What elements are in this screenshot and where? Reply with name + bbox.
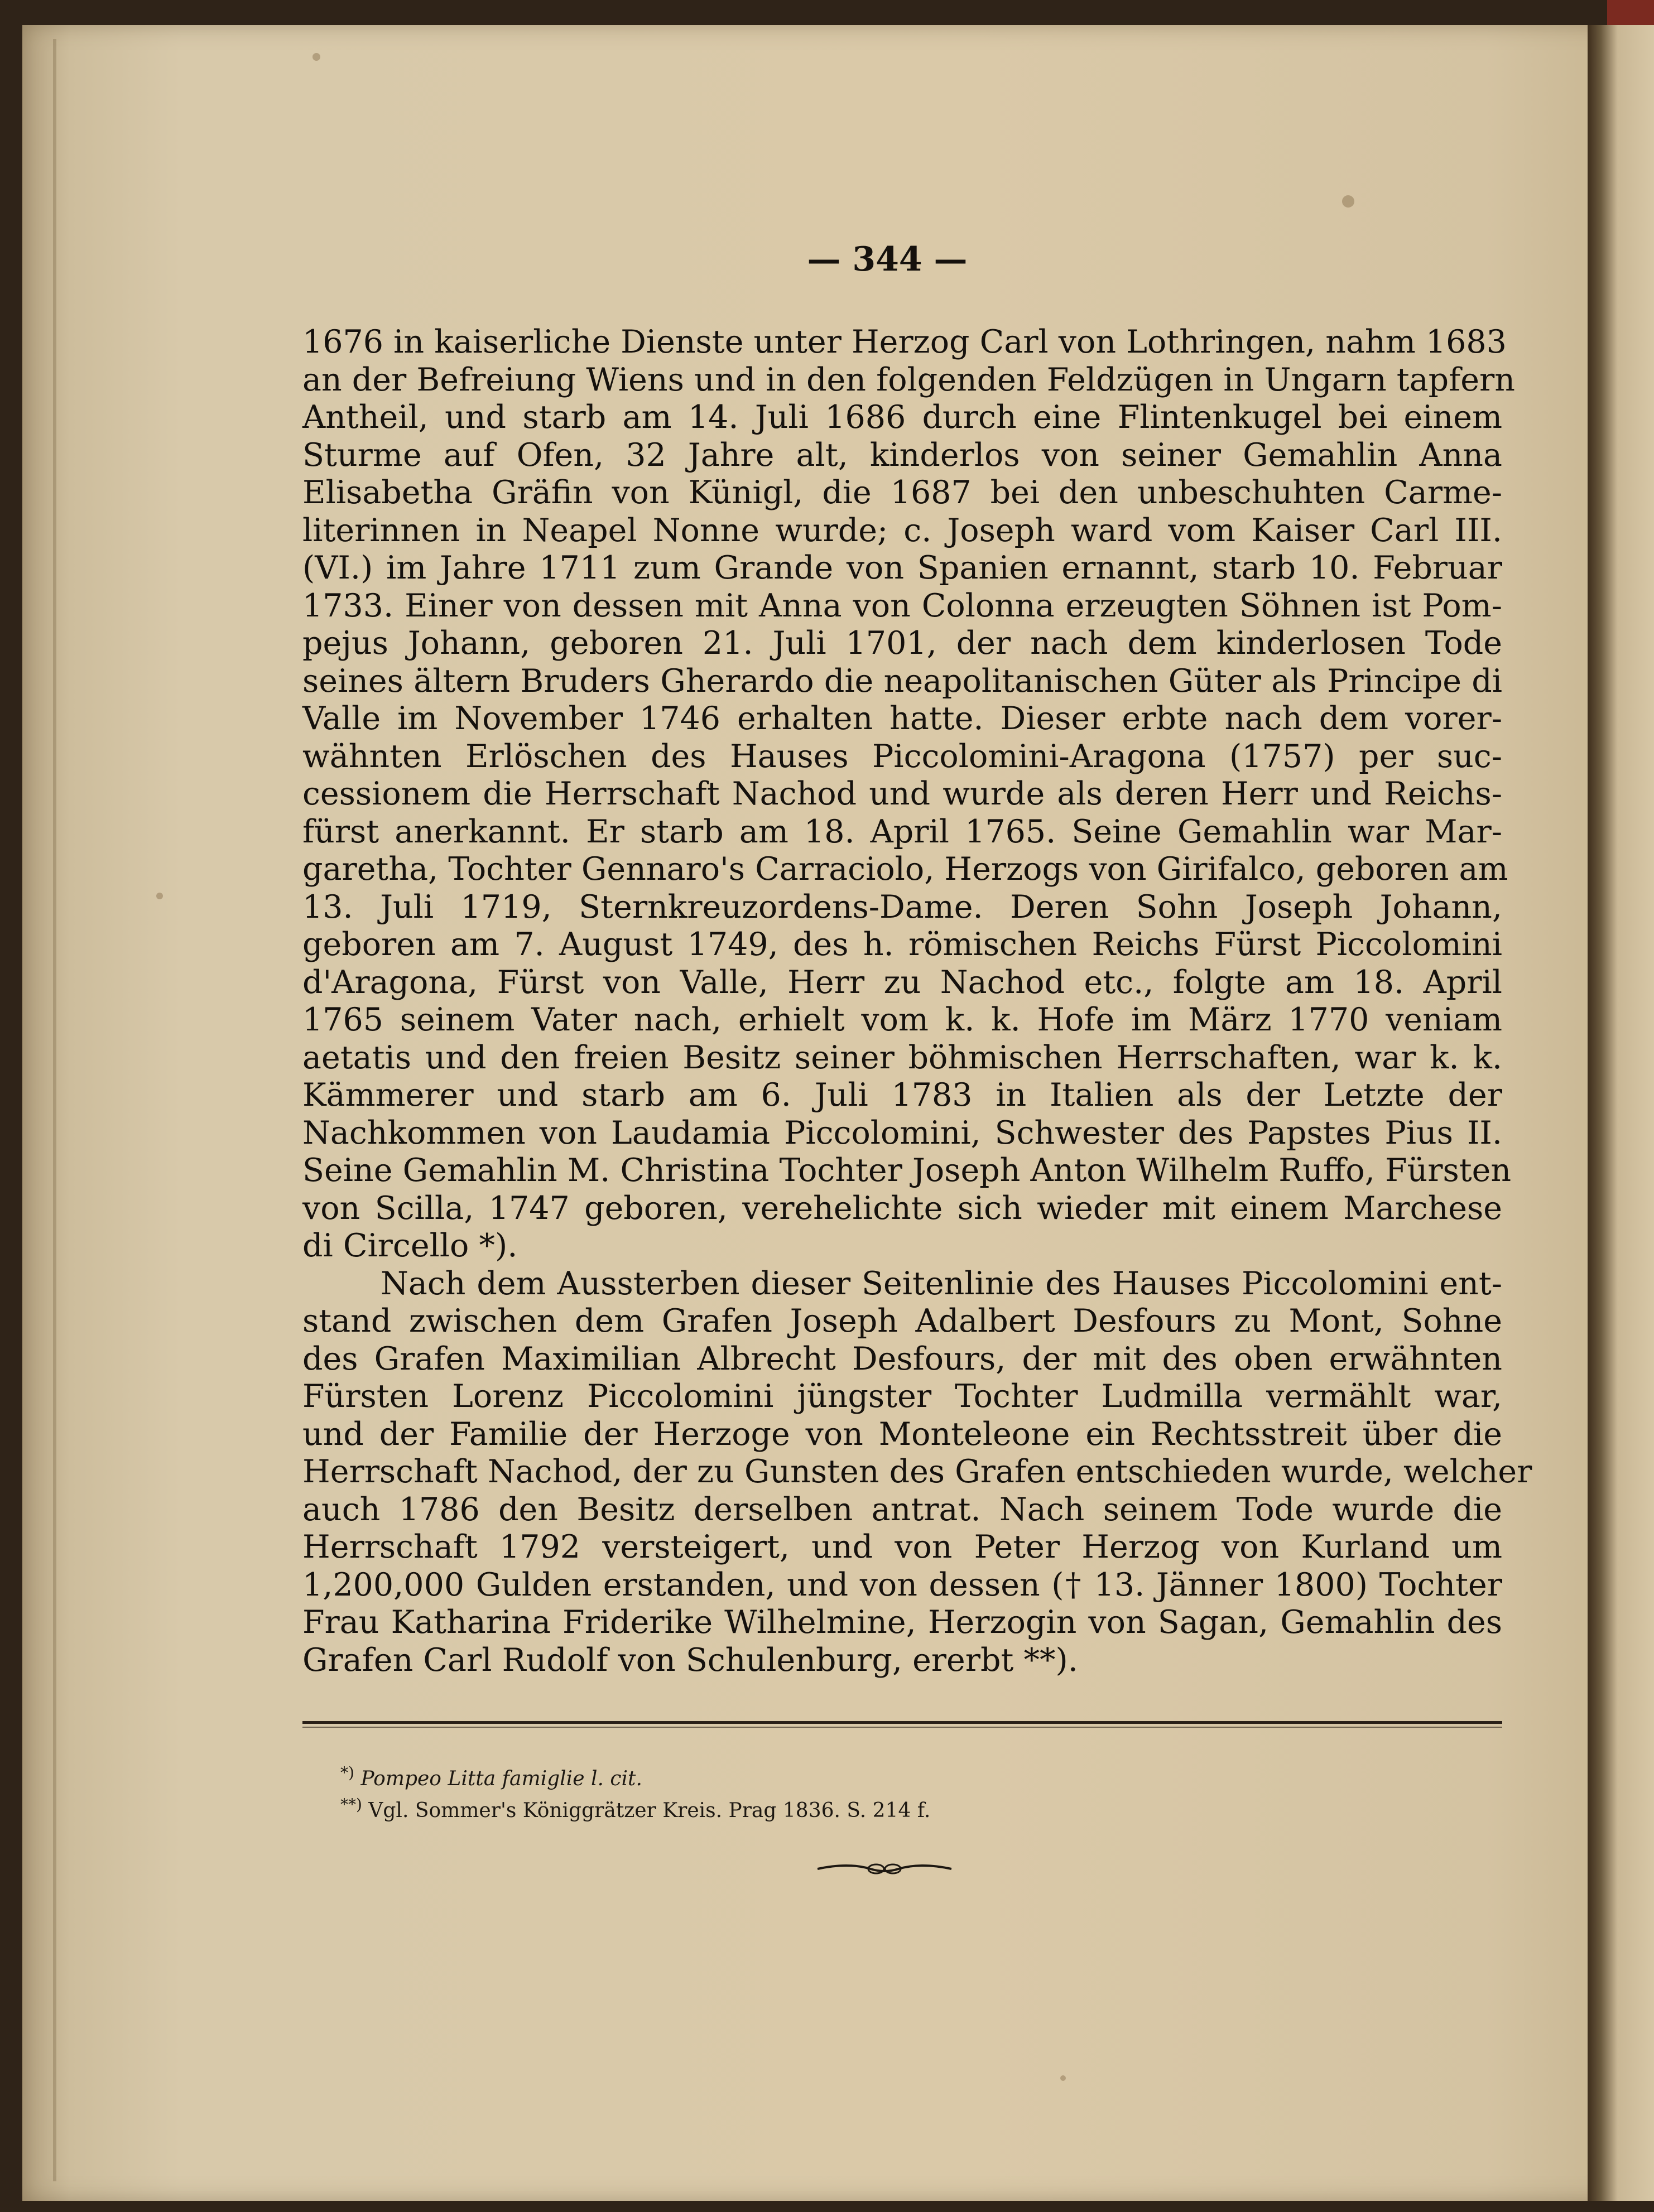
footnote-separator — [302, 1721, 1502, 1724]
text-line: Herrschaft Nachod, der zu Gunsten des Grafen entschieden wurde, welcher — [302, 1453, 1532, 1490]
text-line: Kämmerer und starb am 6. Juli 1783 in Italien als der Letzte der — [302, 1077, 1502, 1114]
text-line: stand zwischen dem Grafen Joseph Adalbert Desfours zu Mont, Sohne — [302, 1303, 1502, 1339]
text-line: 1765 seinem Vater nach, erhielt vom k. k. Hofe im März 1770 veniam — [302, 1001, 1502, 1038]
text-line: Antheil, und starb am 14. Juli 1686 durch eine Flintenkugel bei einem — [302, 399, 1502, 436]
paper-stain — [312, 53, 320, 61]
page-number: — 344 — — [807, 240, 968, 279]
text-line: aetatis und den freien Besitz seiner böhmischen Herrschaften, war k. k. — [302, 1039, 1502, 1076]
text-line: Nach dem Aussterben dieser Seitenlinie des Hauses Piccolomini ent- — [381, 1265, 1502, 1302]
text-line: Herrschaft 1792 versteigert, und von Peter Herzog von Kurland um — [302, 1529, 1502, 1565]
footnote-mark: **) — [340, 1795, 362, 1814]
text-line: garetha, Tochter Gennaro's Carraciolo, Herzogs von Girifalco, geboren am — [302, 851, 1508, 888]
text-line: Valle im November 1746 erhalten hatte. Dieser erbte nach dem vorer- — [302, 700, 1502, 737]
text-line: d'Aragona, Fürst von Valle, Herr zu Nachod etc., folgte am 18. April — [302, 963, 1502, 1001]
text-line: fürst anerkannt. Er starb am 18. April 1765. Seine Gemahlin war Mar- — [302, 813, 1502, 850]
footnote — [340, 1792, 1289, 1824]
footnotes — [340, 1760, 1289, 1824]
footnote-mark: *) — [340, 1763, 354, 1782]
text-line: 1,200,000 Gulden erstanden, und von dessen († 13. Jänner 1800) Tochter — [302, 1566, 1502, 1603]
text-line: von Scilla, 1747 geboren, verehelichte sich wieder mit einem Marchese — [302, 1189, 1502, 1227]
text-line: pejus Johann, geboren 21. Juli 1701, der nach dem kinderlosen Tode — [302, 625, 1502, 662]
binding-fold — [53, 39, 56, 2181]
text-line: und der Familie der Herzoge von Monteleone ein Rechtsstreit über die — [302, 1415, 1502, 1453]
paragraph-2 — [302, 1265, 1532, 1680]
book-edge — [1607, 0, 1654, 25]
text-line: 1676 in kaiserliche Dienste unter Herzog Carl von Lothringen, nahm 1683 — [302, 324, 1507, 360]
text-line: Frau Katharina Friderike Wilhelmine, Herzogin von Sagan, Gemahlin des — [302, 1604, 1502, 1641]
text-line: 13. Juli 1719, Sternkreuzordens-Dame. Deren Sohn Joseph Johann, — [302, 888, 1502, 926]
book-gutter — [1588, 25, 1654, 2201]
text-line: an der Befreiung Wiens und in den folgenden Feldzügen in Ungarn tapfern — [302, 361, 1515, 398]
text-line: cessionem die Herrschaft Nachod und wurde als deren Herr und Reichs- — [302, 775, 1502, 812]
body-text — [302, 324, 1532, 1679]
footnote-text: Vgl. Sommer's Königgrätzer Kreis. Prag 1836. S. 214 f. — [362, 1799, 931, 1822]
footnote — [340, 1760, 1289, 1792]
text-line: di Circello *). — [302, 1227, 518, 1264]
text-line: Seine Gemahlin M. Christina Tochter Joseph Anton Wilhelm Ruffo, Fürsten — [302, 1152, 1512, 1189]
ornament-flourish — [815, 1858, 954, 1880]
text-line: Elisabetha Gräfin von Künigl, die 1687 bei den unbeschuhten Carme- — [302, 474, 1502, 511]
paper-stain — [1060, 2075, 1066, 2081]
paper-stain — [156, 893, 163, 899]
text-line: Sturme auf Ofen, 32 Jahre alt, kinderlos von seiner Gemahlin Anna — [302, 436, 1502, 474]
text-line: des Grafen Maximilian Albrecht Desfours, der mit des oben erwähnten — [302, 1340, 1502, 1377]
text-line: Fürsten Lorenz Piccolomini jüngster Tochter Ludmilla vermählt war, — [302, 1378, 1502, 1415]
text-line: Grafen Carl Rudolf von Schulenburg, ererbt **). — [302, 1641, 1078, 1679]
footnote-separator-thin — [302, 1727, 1502, 1728]
text-line: geboren am 7. August 1749, des h. römischen Reichs Fürst Piccolomini — [302, 926, 1502, 963]
footnote-text: Pompeo Litta famiglie l. cit. — [354, 1767, 642, 1790]
text-line: (VI.) im Jahre 1711 zum Grande von Spanien ernannt, starb 10. Februar — [302, 550, 1502, 586]
text-line: Nachkommen von Laudamia Piccolomini, Schwester des Papstes Pius II. — [302, 1114, 1502, 1151]
text-line: literinnen in Neapel Nonne wurde; c. Joseph ward vom Kaiser Carl III. — [302, 512, 1502, 549]
text-line: seines ältern Bruders Gherardo die neapolitanischen Güter als Principe di — [302, 662, 1502, 700]
paper-stain — [1342, 195, 1354, 208]
text-line: auch 1786 den Besitz derselben antrat. Nach seinem Tode wurde die — [302, 1491, 1502, 1528]
paragraph-1 — [302, 324, 1515, 1265]
text-line: 1733. Einer von dessen mit Anna von Colonna erzeugten Söhnen ist Pom- — [302, 587, 1502, 624]
text-line: wähnten Erlöschen des Hauses Piccolomini-Aragona (1757) per suc- — [302, 738, 1502, 775]
